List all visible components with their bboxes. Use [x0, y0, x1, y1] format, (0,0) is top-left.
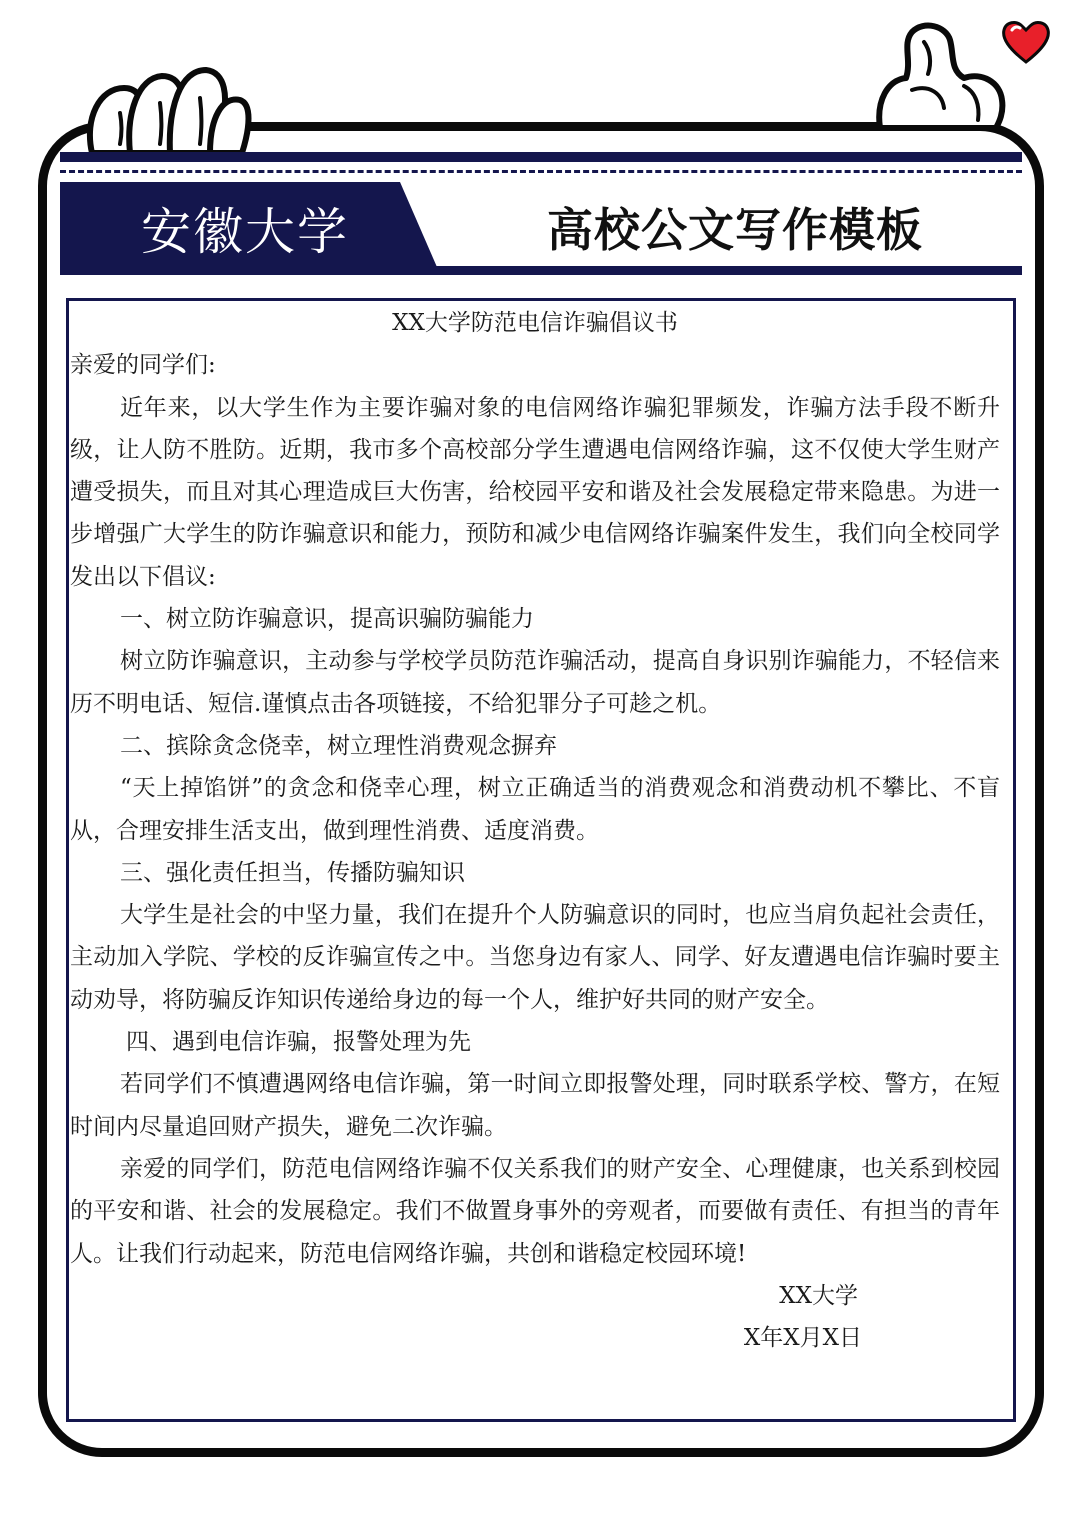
header-dashed-line	[60, 170, 1022, 173]
right-hand-icon	[872, 20, 1012, 132]
section-4-body: 若同学们不慎遭遇网络电信诈骗，第一时间立即报警处理，同时联系学校、警方，在短时间内尽量追回财产损失，避免二次诈骗。	[70, 1071, 1000, 1140]
school-name: 安徽大学	[141, 203, 349, 261]
header-top-band	[60, 152, 1022, 162]
document-title: XX大学防范电信诈骗倡议书	[392, 310, 678, 336]
section-1-body: 树立防诈骗意识，主动参与学校学员防范诈骗活动，提高自身识别诈骗能力，不轻信来历不明电话、短信.谨慎点击各项链接，不给犯罪分子可趁之机。	[70, 648, 1000, 717]
left-hand-icon	[82, 58, 252, 158]
intro-paragraph: 近年来，以大学生作为主要诈骗对象的电信网络诈骗犯罪频发，诈骗方法手段不断升级，让人防不胜防。近期，我市多个高校部分学生遭遇电信网络诈骗，这不仅使大学生财产遭受损失，而且对其心理造成巨大伤害，给校园平安和谐及社会发展稳定带来隐患。为进一步增强广大学生的防诈骗意识和能力，预防和减少电信网络诈骗案件发生，我们向全校同学发出以下倡议:	[70, 394, 1000, 590]
heart-icon	[1000, 18, 1052, 66]
section-1-heading: 一、树立防诈骗意识，提高识骗防骗能力	[120, 606, 534, 633]
signature: XX大学	[779, 1282, 858, 1309]
closing-paragraph: 亲爱的同学们，防范电信网络诈骗不仅关系我们的财产安全、心理健康，也关系到校园的平安和谐、社会的发展稳定。我们不做置身事外的旁观者，而要做有责任、有担当的青年人。让我们行动起来，防范电信网络诈骗，共创和谐稳定校园环境!	[70, 1155, 1000, 1267]
template-title: 高校公文写作模板	[547, 203, 923, 257]
section-3-heading: 三、强化责任担当，传播防骗知识	[120, 859, 465, 886]
section-2-body: “天上掉馅饼”的贪念和侥幸心理，树立正确适当的消费观念和消费动机不攀比、不盲从，合理安排生活支出，做到理性消费、适度消费。	[70, 775, 1000, 844]
section-2-heading: 二、摈除贪念侥幸，树立理性消费观念摒弃	[120, 732, 557, 759]
document-body	[70, 302, 1000, 1359]
section-4-heading: 四、遇到电信诈骗，报警处理为先	[126, 1029, 471, 1056]
section-3-body: 大学生是社会的中坚力量，我们在提升个人防骗意识的同时，也应当肩负起社会责任，主动加入学院、学校的反诈骗宣传之中。当您身边有家人、同学、好友遭遇电信诈骗时要主动劝导，将防骗反诈知识传递给身边的每一个人，维护好共同的财产安全。	[70, 902, 1000, 1013]
salutation: 亲爱的同学们:	[70, 352, 216, 379]
header-bottom-band	[60, 266, 1022, 275]
date: X年X月X日	[743, 1325, 862, 1352]
